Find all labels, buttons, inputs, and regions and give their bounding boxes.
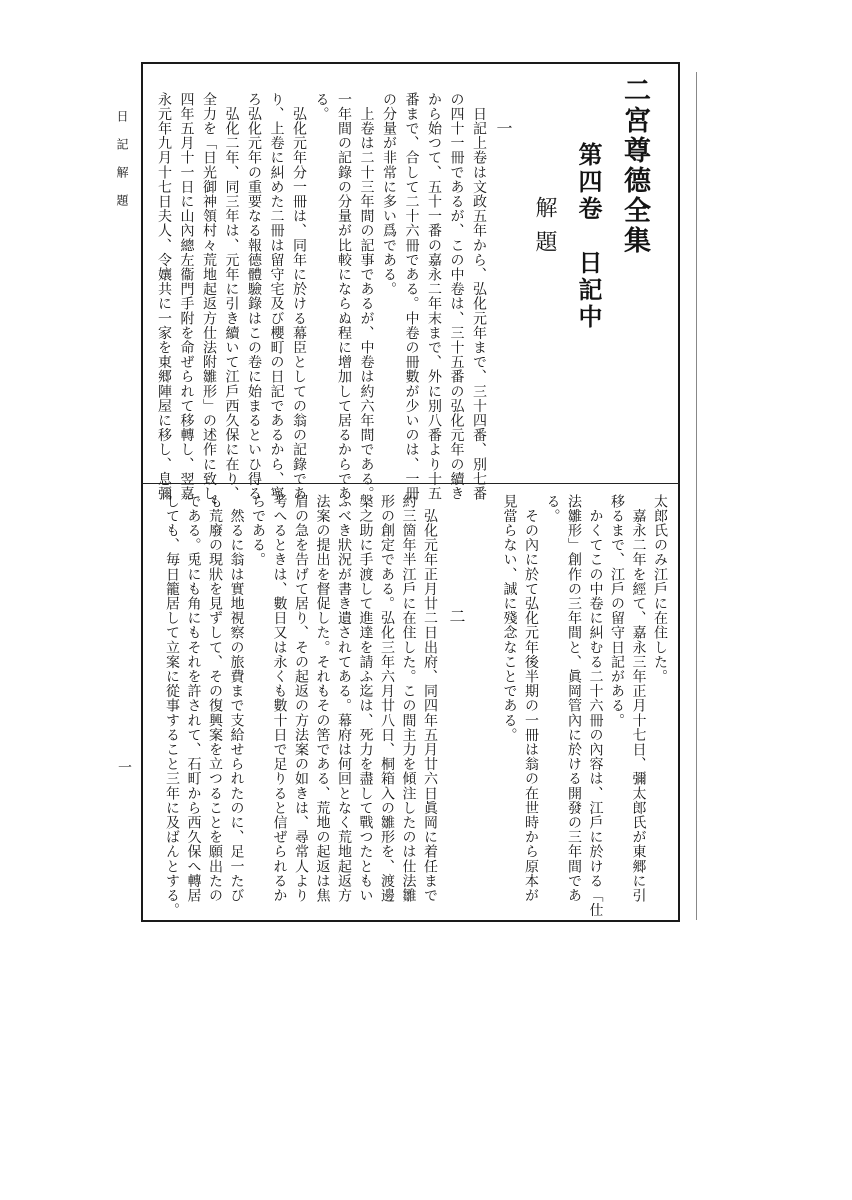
lower-body-text-2: 弘化元年正月廿二日出府、同四年五月廿六日眞岡に着任まで 約三箇年半江戶に在住した。この間主力を傾注したのは仕法雛 形の創定である。弘化三年六月廿八日、桐箱入の雛形を、渡邊 槃之助に手渡して進達を請ふ迄は、死力を盡して戰つたともい ふべき狀況が書き遺されてある。幕府は何回となく荒地起返方 法案の提出を督促した。それもその筈である、荒地の起返は焦 眉の急を告げて居り、その起返の方法案の如きは、尋常人より 考へるときは、數日又は永くも數十日で足りると信ぜられるか らである。 然るに翁は實地視察の旅費まで支給せられたのに、足一たび も荒廢の現狀を見ずして、その復興案を立つることを願出たの である。兎にも角にもそれを許されて、石町から西久保へ轉居 しても、毎日籠居して立案に從事すること三年に及ばんとする。 (164, 494, 438, 918)
upper-body-text: 日記上卷は文政五年から、弘化元年まで、三十四番、別七番 の四十一冊であるが、この中卷は、三十五番の弘化元年の續き から始つて、五十一番の嘉永二年末まで、外に別八番より十五 番まで、合して二十六冊である。中卷の冊數が少いのは、一冊 の分量が非常に多い爲である。 上卷は二十三年間の記事であるが、中卷は約六年間である。 一年間の記錄の分量が比較にならぬ程に增加して居るからであ る。 弘化元年分一冊は、同年に於ける幕臣としての翁の記錄であ り、上卷に糾めた二冊は留守宅及び櫻町の日記であるから、寧 ろ弘化元年の重要なる報德體驗錄はこの卷に始まるといひ得る 弘化二年、同三年は、元年に引き續いて江戶西久保に在り、 全力を「日光御神領村々荒地起返方仕法附雛形」の述作に致し、 四年五月十一日に山內總左衞門手附を命ぜられて移轉し、翌嘉 永元年九月十七日夫人、令孃共に一家を東郷陣屋に移し、息彌 (156, 92, 487, 516)
margin-rule (696, 72, 697, 920)
lower-body-text-1: 太郎氏のみ江戶に在住した。 嘉永二年を經て、嘉永三年正月十七日、彌太郎氏が東郷に引 移るまで、江戶の留守日記がある。 かくてこの中卷に糾むる二十六冊の內容は、江戶に於ける「仕 法雛形」創作の三年間と、眞岡管內に於ける開發の三年間であ る。 その內に於て弘化元年後半期の一冊は翁の在世時から原本が 見當らない、誠に殘念なことである。 (501, 494, 668, 918)
series-title: 二宮尊德全集 (619, 76, 650, 256)
page-number: 一 (116, 760, 132, 774)
section-number-2: 二 (447, 608, 466, 624)
volume-title: 第四卷 日記中 (574, 142, 603, 331)
section-title: 解題 (532, 196, 557, 264)
running-head: 日記解題 (115, 110, 129, 222)
section-number-1: 一 (494, 120, 513, 136)
